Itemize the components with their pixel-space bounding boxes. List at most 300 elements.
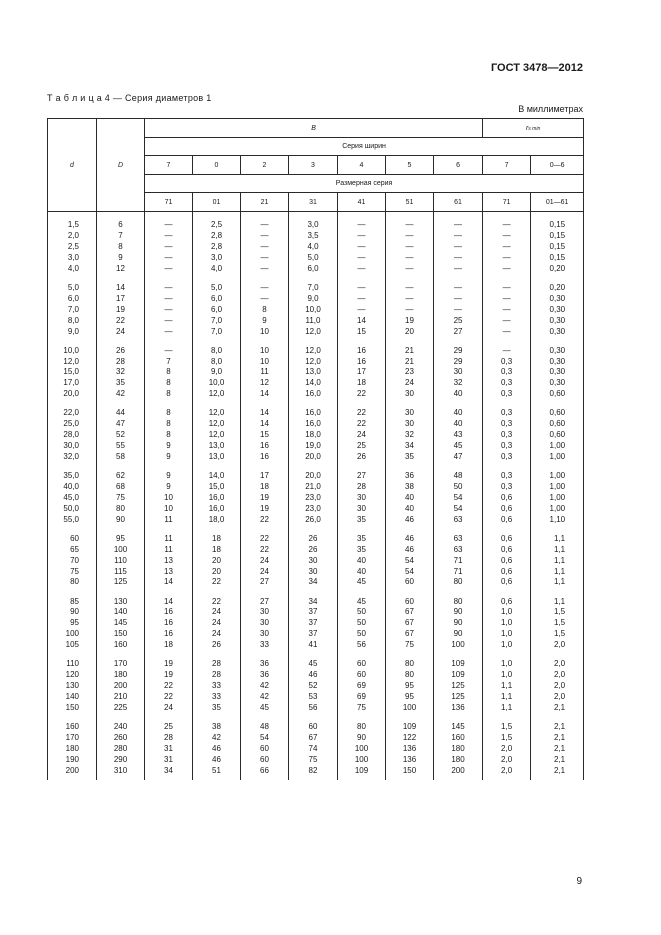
table-cell: 50: [338, 618, 386, 629]
spacer-cell: [289, 714, 338, 722]
table-cell: 11: [145, 515, 193, 526]
table-cell: 200: [97, 681, 145, 692]
spacer-cell: [193, 463, 241, 471]
table-cell: 33: [193, 681, 241, 692]
table-cell: 29: [434, 357, 483, 368]
table-cell: 74: [289, 744, 338, 755]
table-cell: 7: [145, 357, 193, 368]
table-cell: 2,8: [193, 242, 241, 253]
spacer-cell: [338, 714, 386, 722]
table-cell: 95: [48, 618, 97, 629]
table-cell: 18: [338, 378, 386, 389]
spacer-cell: [434, 776, 483, 780]
table-cell: —: [145, 294, 193, 305]
table-row: [48, 346, 584, 357]
spacer-cell: [97, 526, 145, 534]
spacer-cell: [338, 463, 386, 471]
table-cell: 30: [241, 629, 289, 640]
spacer-cell: [97, 463, 145, 471]
table-cell: 35: [193, 703, 241, 714]
table-cell: 22: [241, 545, 289, 556]
table-cell: —: [434, 294, 483, 305]
spacer-cell: [97, 714, 145, 722]
table-cell: 54: [434, 504, 483, 515]
table-cell: 24: [386, 378, 434, 389]
table-cell: 16: [145, 629, 193, 640]
table-cell: 27: [434, 327, 483, 338]
table-cell: 60: [241, 755, 289, 766]
table-cell: 14: [338, 316, 386, 327]
table-cell: 66: [241, 766, 289, 777]
table-cell: 34: [145, 766, 193, 777]
table-cell: 41: [289, 640, 338, 651]
table-cell: 70: [48, 556, 97, 567]
spacer-cell: [338, 400, 386, 408]
table-cell: 100: [434, 640, 483, 651]
table-cell: —: [338, 305, 386, 316]
table-cell: 54: [241, 733, 289, 744]
table-cell: 2,0: [483, 766, 531, 777]
spacer-cell: [193, 651, 241, 659]
table-cell: 95: [386, 692, 434, 703]
table-cell: 13: [145, 567, 193, 578]
spacer-cell: [434, 275, 483, 283]
table-cell: 65: [48, 545, 97, 556]
table-cell: 10,0: [193, 378, 241, 389]
table-cell: —: [434, 253, 483, 264]
table-cell: 7,0: [193, 327, 241, 338]
table-cell: 0,30: [531, 378, 584, 389]
width-code-cell: 4: [338, 156, 386, 175]
table-row: [48, 357, 584, 368]
standard-header: ГОСТ 3478—2012: [490, 62, 583, 74]
table-cell: 8: [145, 378, 193, 389]
table-cell: 17: [338, 367, 386, 378]
table-cell: 67: [386, 618, 434, 629]
table-cell: 40: [434, 419, 483, 430]
table-cell: 21: [386, 357, 434, 368]
table-cell: 8: [145, 389, 193, 400]
table-cell: 22,0: [48, 408, 97, 419]
page-number: 9: [576, 876, 582, 887]
table-cell: —: [434, 264, 483, 275]
table-cell: —: [434, 220, 483, 231]
spacer-cell: [97, 212, 145, 221]
table-cell: 14: [145, 577, 193, 588]
table-cell: 47: [434, 452, 483, 463]
table-cell: 280: [97, 744, 145, 755]
table-cell: 90: [48, 607, 97, 618]
table-cell: 33: [241, 640, 289, 651]
spacer-cell: [434, 337, 483, 345]
table-cell: 33: [193, 692, 241, 703]
table-cell: 1,00: [531, 504, 584, 515]
spacer-cell: [338, 776, 386, 780]
dimension-code-cell: 51: [386, 193, 434, 212]
table-cell: 26,0: [289, 515, 338, 526]
table-cell: 9,0: [193, 367, 241, 378]
spacer-cell: [434, 714, 483, 722]
spacer-cell: [483, 651, 531, 659]
table-row: [48, 722, 584, 733]
spacer-cell: [386, 714, 434, 722]
spacer-cell: [483, 463, 531, 471]
table-cell: 30: [386, 389, 434, 400]
spacer-cell: [193, 526, 241, 534]
spacer-cell: [483, 275, 531, 283]
table-cell: 1,5: [531, 607, 584, 618]
table-cell: 0,6: [483, 534, 531, 545]
table-cell: 14: [145, 597, 193, 608]
table-cell: 80: [48, 577, 97, 588]
spacer-cell: [386, 400, 434, 408]
table-cell: 16: [241, 441, 289, 452]
table-cell: 6,0: [193, 305, 241, 316]
table-cell: —: [145, 316, 193, 327]
table-cell: 290: [97, 755, 145, 766]
table-cell: 30: [338, 493, 386, 504]
table-cell: 16: [145, 607, 193, 618]
table-cell: —: [338, 294, 386, 305]
table-cell: 1,0: [483, 629, 531, 640]
table-cell: 26: [338, 452, 386, 463]
table-cell: 40,0: [48, 482, 97, 493]
table-cell: 48: [434, 471, 483, 482]
table-cell: 0,3: [483, 357, 531, 368]
table-cell: —: [241, 220, 289, 231]
table-cell: 100: [338, 744, 386, 755]
spacer-cell: [531, 651, 584, 659]
table-row: [48, 430, 584, 441]
table-cell: 190: [48, 755, 97, 766]
spacer-cell: [97, 337, 145, 345]
spacer-cell: [48, 714, 97, 722]
table-cell: 200: [48, 766, 97, 777]
table-cell: 0,60: [531, 389, 584, 400]
table-cell: 28,0: [48, 430, 97, 441]
spacer-cell: [48, 400, 97, 408]
table-cell: 0,3: [483, 408, 531, 419]
units-note: В миллиметрах: [518, 104, 583, 114]
table-cell: 7,0: [289, 283, 338, 294]
table-cell: 136: [386, 755, 434, 766]
table-cell: 16: [241, 452, 289, 463]
table-cell: 60: [338, 670, 386, 681]
table-cell: 3,0: [289, 220, 338, 231]
table-cell: 18: [241, 482, 289, 493]
table-cell: 130: [48, 681, 97, 692]
table-cell: 69: [338, 692, 386, 703]
table-cell: 17,0: [48, 378, 97, 389]
spacer-cell: [289, 337, 338, 345]
table-cell: 12,0: [48, 357, 97, 368]
table-cell: 11,0: [289, 316, 338, 327]
table-cell: 150: [386, 766, 434, 777]
table-cell: 170: [97, 659, 145, 670]
spacer-cell: [289, 212, 338, 221]
table-cell: 71: [434, 556, 483, 567]
table-cell: 0,3: [483, 378, 531, 389]
table-cell: 125: [434, 681, 483, 692]
table-cell: 12,0: [193, 408, 241, 419]
table-row: [48, 534, 584, 545]
spacer-cell: [193, 275, 241, 283]
header-d: d: [48, 119, 97, 212]
table-cell: 17: [241, 471, 289, 482]
table-cell: 31: [145, 755, 193, 766]
table-cell: 10: [145, 504, 193, 515]
spacer-cell: [386, 212, 434, 221]
table-row: [48, 659, 584, 670]
table-cell: 29: [434, 346, 483, 357]
table-cell: 30: [289, 567, 338, 578]
table-row: [48, 618, 584, 629]
table-cell: 100: [386, 703, 434, 714]
table-cell: —: [434, 283, 483, 294]
table-cell: 0,15: [531, 231, 584, 242]
table-cell: 9: [145, 482, 193, 493]
table-cell: —: [145, 253, 193, 264]
table-cell: 2,1: [531, 733, 584, 744]
spacer-cell: [531, 400, 584, 408]
table-cell: —: [145, 220, 193, 231]
table-row: [48, 692, 584, 703]
table-cell: 90: [97, 515, 145, 526]
spacer-cell: [241, 463, 289, 471]
dimension-code-cell: 71: [483, 193, 531, 212]
spacer-cell: [289, 526, 338, 534]
table-cell: 13,0: [193, 441, 241, 452]
table-cell: —: [386, 294, 434, 305]
table-row: [48, 283, 584, 294]
table-cell: 1,1: [483, 703, 531, 714]
table-end-spacer: [48, 776, 584, 780]
table-cell: 75: [48, 567, 97, 578]
spacer-cell: [48, 212, 97, 221]
table-row: [48, 389, 584, 400]
table-cell: 10,0: [48, 346, 97, 357]
table-cell: 30: [434, 367, 483, 378]
table-cell: 5,0: [289, 253, 338, 264]
table-row: [48, 567, 584, 578]
table-cell: 30: [386, 419, 434, 430]
table-cell: 2,0: [531, 670, 584, 681]
table-cell: 9: [97, 253, 145, 264]
spacer-cell: [145, 337, 193, 345]
spacer-cell: [289, 463, 338, 471]
table-cell: 22: [97, 316, 145, 327]
group-spacer: [48, 400, 584, 408]
table-cell: 0,3: [483, 419, 531, 430]
table-cell: 75: [386, 640, 434, 651]
table-cell: 125: [97, 577, 145, 588]
table-row: [48, 294, 584, 305]
table-cell: 12: [97, 264, 145, 275]
table-cell: 15: [338, 327, 386, 338]
table-cell: 16,0: [289, 408, 338, 419]
table-cell: 11: [241, 367, 289, 378]
spacer-cell: [241, 275, 289, 283]
table-cell: 50: [338, 607, 386, 618]
table-cell: 37: [289, 607, 338, 618]
table-cell: 13: [145, 556, 193, 567]
spacer-cell: [434, 588, 483, 596]
table-cell: 0,60: [531, 430, 584, 441]
spacer-cell: [434, 526, 483, 534]
table-cell: 18: [193, 545, 241, 556]
dimension-code-cell: 41: [338, 193, 386, 212]
spacer-cell: [483, 337, 531, 345]
spacer-cell: [531, 275, 584, 283]
table-cell: 38: [193, 722, 241, 733]
table-cell: 2,1: [531, 722, 584, 733]
table-cell: —: [483, 220, 531, 231]
table-cell: 22: [241, 534, 289, 545]
table-cell: 34: [386, 441, 434, 452]
table-row: [48, 670, 584, 681]
table-cell: 20,0: [289, 452, 338, 463]
table-cell: 13,0: [289, 367, 338, 378]
spacer-cell: [193, 776, 241, 780]
table-cell: —: [386, 305, 434, 316]
table-cell: 54: [434, 493, 483, 504]
table-cell: 110: [48, 659, 97, 670]
table-cell: 2,0: [531, 692, 584, 703]
table-cell: 2,0: [531, 640, 584, 651]
spacer-cell: [97, 275, 145, 283]
group-spacer: [48, 212, 584, 221]
table-cell: 75: [289, 755, 338, 766]
width-code-cell: 5: [386, 156, 434, 175]
table-cell: 11: [145, 545, 193, 556]
table-row: [48, 515, 584, 526]
table-cell: 6,0: [289, 264, 338, 275]
table-cell: 3,0: [193, 253, 241, 264]
dimension-code-cell: 21: [241, 193, 289, 212]
table-cell: 0,60: [531, 419, 584, 430]
table-cell: —: [145, 283, 193, 294]
header-r: rs min: [483, 119, 584, 138]
table-cell: 6: [97, 220, 145, 231]
table-cell: 15,0: [48, 367, 97, 378]
table-cell: —: [241, 283, 289, 294]
spacer-cell: [386, 463, 434, 471]
table-cell: 12: [241, 378, 289, 389]
table-cell: 1,1: [531, 597, 584, 608]
table-cell: 9: [145, 471, 193, 482]
table-cell: 310: [97, 766, 145, 777]
table-cell: 48: [241, 722, 289, 733]
table-cell: 1,0: [483, 659, 531, 670]
table-cell: 0,30: [531, 346, 584, 357]
table-cell: 26: [289, 545, 338, 556]
table-cell: 10: [241, 346, 289, 357]
table-cell: —: [434, 305, 483, 316]
table-cell: 40: [386, 504, 434, 515]
table-cell: 1,0: [483, 670, 531, 681]
table-cell: 60: [338, 659, 386, 670]
dimension-series-label: Размерная серия: [145, 175, 584, 193]
table-cell: 51: [193, 766, 241, 777]
group-spacer: [48, 714, 584, 722]
table-cell: 21: [386, 346, 434, 357]
table-cell: —: [386, 264, 434, 275]
table-cell: 90: [434, 618, 483, 629]
table-cell: 17: [97, 294, 145, 305]
table-cell: 24: [241, 556, 289, 567]
table-cell: —: [241, 231, 289, 242]
spacer-cell: [338, 337, 386, 345]
table-cell: 82: [289, 766, 338, 777]
group-spacer: [48, 337, 584, 345]
table-cell: 1,1: [483, 692, 531, 703]
spacer-cell: [289, 651, 338, 659]
table-cell: 40: [386, 493, 434, 504]
table-cell: 90: [434, 629, 483, 640]
table-cell: 3,0: [48, 253, 97, 264]
table-cell: 180: [48, 744, 97, 755]
table-cell: 13,0: [193, 452, 241, 463]
table-cell: 1,00: [531, 452, 584, 463]
table-cell: 58: [97, 452, 145, 463]
table-caption: Т а б л и ц а 4 — Серия диаметров 1: [47, 93, 212, 103]
table-cell: 1,5: [48, 220, 97, 231]
table-cell: 125: [434, 692, 483, 703]
dimension-code-cell: 61: [434, 193, 483, 212]
table-cell: 63: [434, 545, 483, 556]
table-row: [48, 367, 584, 378]
table-cell: —: [338, 231, 386, 242]
table-cell: —: [483, 264, 531, 275]
table-cell: 30: [241, 618, 289, 629]
table-cell: 95: [386, 681, 434, 692]
group-spacer: [48, 463, 584, 471]
table-cell: 100: [97, 545, 145, 556]
table-cell: 2,0: [483, 755, 531, 766]
table-cell: 95: [97, 534, 145, 545]
table-cell: 15,0: [193, 482, 241, 493]
table-cell: 100: [48, 629, 97, 640]
spacer-cell: [48, 275, 97, 283]
table-cell: 47: [97, 419, 145, 430]
table-cell: 28: [193, 670, 241, 681]
spacer-cell: [241, 526, 289, 534]
table-cell: 160: [97, 640, 145, 651]
table-cell: —: [386, 253, 434, 264]
width-code-cell: 7: [483, 156, 531, 175]
table-cell: 12,0: [193, 430, 241, 441]
table-cell: 14: [241, 408, 289, 419]
spacer-cell: [386, 588, 434, 596]
spacer-cell: [145, 651, 193, 659]
table-cell: 0,3: [483, 471, 531, 482]
table-cell: 24: [338, 430, 386, 441]
table-cell: 8: [241, 305, 289, 316]
spacer-cell: [241, 651, 289, 659]
table-row: [48, 452, 584, 463]
table-cell: 46: [386, 545, 434, 556]
table-cell: 19,0: [289, 441, 338, 452]
table-row: [48, 231, 584, 242]
table-cell: 140: [97, 607, 145, 618]
table-cell: 25: [338, 441, 386, 452]
group-spacer: [48, 588, 584, 596]
table-cell: 0,6: [483, 556, 531, 567]
table-cell: 46: [193, 755, 241, 766]
table-cell: 0,6: [483, 597, 531, 608]
table-cell: 60: [48, 534, 97, 545]
table-cell: 1,5: [483, 722, 531, 733]
